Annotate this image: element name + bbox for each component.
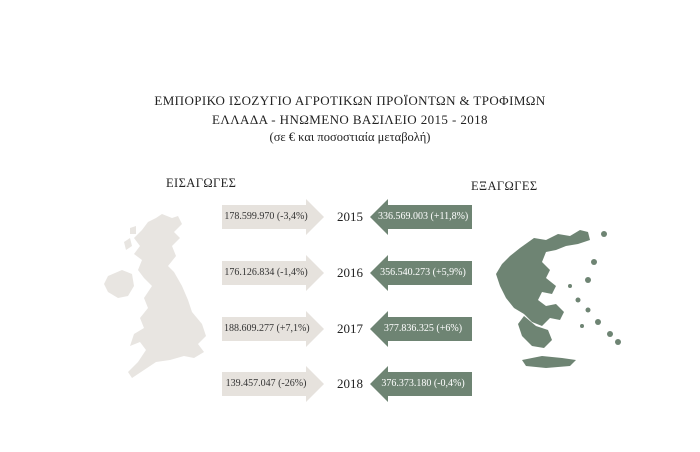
import-arrow-2018	[222, 366, 324, 402]
year-label: 2016	[337, 265, 363, 280]
year-label: 2017	[337, 321, 363, 336]
exports-label: ΕΞΑΓΩΓΕΣ	[471, 179, 538, 193]
export-value: 377.836.325 (+6%)	[383, 323, 463, 334]
import-arrow-2017	[222, 311, 324, 347]
title-line-3: (σε € και ποσοστιαία μεταβολή)	[269, 130, 431, 144]
export-arrow-2017	[370, 311, 472, 347]
import-value: 188.609.277 (+7,1%)	[224, 323, 310, 334]
export-arrow-2018	[370, 366, 472, 402]
import-value: 176.126.834 (-1,4%)	[224, 267, 308, 278]
import-arrow-2016	[222, 255, 324, 291]
export-arrow-2015	[370, 199, 472, 235]
greece-map-icon	[484, 222, 628, 372]
export-value: 356.540.273 (+5,9%)	[380, 267, 466, 278]
import-arrow-2015	[222, 199, 324, 235]
imports-label: ΕΙΣΑΓΩΓΕΣ	[166, 176, 237, 190]
export-value: 336.569.003 (+11,8%)	[378, 211, 469, 222]
export-arrow-2016	[370, 255, 472, 291]
year-label: 2015	[337, 209, 363, 224]
uk-map-icon	[100, 212, 212, 380]
year-label: 2018	[337, 376, 363, 391]
title-line-2: ΕΛΛΑΔΑ - ΗΝΩΜΕΝΟ ΒΑΣΙΛΕΙΟ 2015 - 2018	[212, 112, 488, 127]
export-value: 376.373.180 (-0,4%)	[381, 378, 465, 389]
import-value: 139.457.047 (-26%)	[225, 378, 307, 389]
title-line-1: ΕΜΠΟΡΙΚΟ ΙΣΟΖΥΓΙΟ ΑΓΡΟΤΙΚΩΝ ΠΡΟΪΟΝΤΩΝ & ΤΡΟΦΙΜΩΝ	[154, 93, 546, 108]
import-value: 178.599.970 (-3,4%)	[224, 211, 308, 222]
